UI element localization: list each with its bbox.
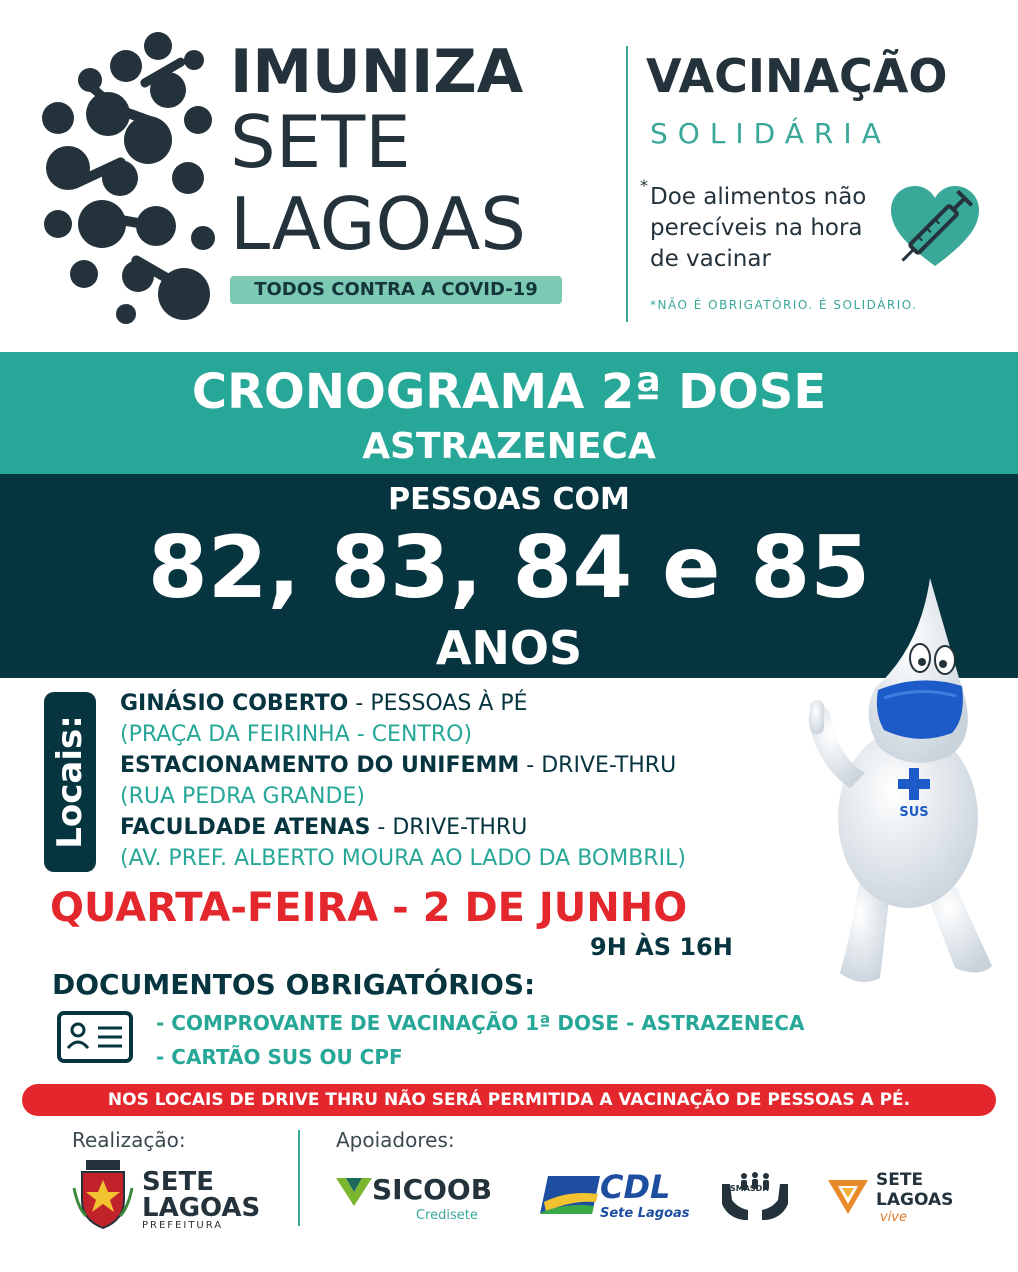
tagline-badge: TODOS CONTRA A COVID-19: [230, 276, 562, 304]
vacinacao-text: Doe alimentos não perecíveis na hora de vacinar: [650, 184, 867, 272]
vaccine-name: ASTRAZENECA: [362, 426, 656, 467]
vive-sub: vive: [880, 1210, 907, 1225]
sete-lagoas-vive-logo-icon: [826, 1174, 870, 1218]
pessoas-com-label: PESSOAS COM: [388, 482, 630, 517]
ze-gotinha-mascot: [780, 578, 1010, 998]
cdl-logo-icon: [538, 1172, 604, 1218]
local-name: FACULDADE ATENAS: [120, 815, 371, 840]
cdl-sub: Sete Lagoas: [600, 1206, 690, 1221]
local-item: [120, 812, 527, 843]
vive-name: SETE: [876, 1170, 924, 1190]
local-name: GINÁSIO COBERTO: [120, 691, 349, 716]
coat-of-arms-icon: [72, 1158, 134, 1232]
documentos-title: DOCUMENTOS OBRIGATÓRIOS:: [52, 968, 536, 1001]
imuniza-logo-icon: [38, 28, 223, 328]
sete-title: SETE: [230, 100, 411, 184]
anos-label: ANOS: [435, 621, 583, 675]
cdl-name: CDL: [600, 1168, 671, 1206]
event-hours: 9H ÀS 16H: [590, 933, 733, 961]
prefeitura-sub: PREFEITURA: [142, 1220, 224, 1231]
local-mode: - DRIVE-THRU: [370, 815, 528, 840]
local-item: [120, 750, 676, 781]
lagoas-title: LAGOAS: [230, 182, 526, 266]
local-mode: - DRIVE-THRU: [519, 753, 677, 778]
vacinacao-note: *NÃO É OBRIGATÓRIO. É SOLIDÁRIO.: [650, 298, 918, 312]
prefeitura-name: SETE: [142, 1167, 214, 1197]
local-address: (PRAÇA DA FEIRINHA - CENTRO): [120, 722, 473, 747]
smasdh-label: SMASDH: [730, 1184, 770, 1193]
vacinacao-title: VACINAÇÃO: [646, 49, 948, 103]
sus-label: SUS: [899, 805, 929, 820]
local-name: ESTACIONAMENTO DO UNIFEMM: [120, 753, 520, 778]
realizacao-label: Realização:: [72, 1128, 186, 1152]
imuniza-title: IMUNIZA: [230, 37, 524, 107]
smasdh-hands-icon: [718, 1170, 792, 1224]
documento-item: - CARTÃO SUS OU CPF: [156, 1045, 403, 1069]
heart-syringe-icon: [885, 178, 985, 278]
sicoob-sub: Credisete: [416, 1208, 478, 1223]
footer-divider: [298, 1130, 300, 1226]
event-date: QUARTA-FEIRA - 2 DE JUNHO: [50, 885, 688, 931]
locais-label: Locais:: [50, 715, 90, 849]
vacinacao-subtitle: SOLIDÁRIA: [650, 117, 891, 150]
prefeitura-name: LAGOAS: [142, 1193, 261, 1223]
drive-thru-warning: NOS LOCAIS DE DRIVE THRU NÃO SERÁ PERMITIDA A VACINAÇÃO DE PESSOAS A PÉ.: [22, 1084, 996, 1116]
vive-name: LAGOAS: [876, 1190, 954, 1210]
sicoob-name: SICOOB: [372, 1173, 493, 1206]
asterisk: *: [640, 176, 648, 195]
local-mode: - PESSOAS À PÉ: [348, 691, 528, 716]
apoiadores-label: Apoiadores:: [336, 1128, 455, 1152]
cronograma-title: CRONOGRAMA 2ª DOSE: [191, 364, 827, 420]
id-card-icon: [56, 1010, 134, 1064]
documento-item: - COMPROVANTE DE VACINAÇÃO 1ª DOSE - ASTRAZENECA: [156, 1011, 805, 1035]
local-address: (AV. PREF. ALBERTO MOURA AO LADO DA BOMBRIL): [120, 846, 686, 871]
sicoob-logo-icon: [334, 1174, 374, 1208]
ages-value: 82, 83, 84 e 85: [147, 518, 871, 618]
local-address: (RUA PEDRA GRANDE): [120, 784, 365, 809]
header-divider: [626, 46, 628, 322]
local-item: [120, 688, 528, 719]
